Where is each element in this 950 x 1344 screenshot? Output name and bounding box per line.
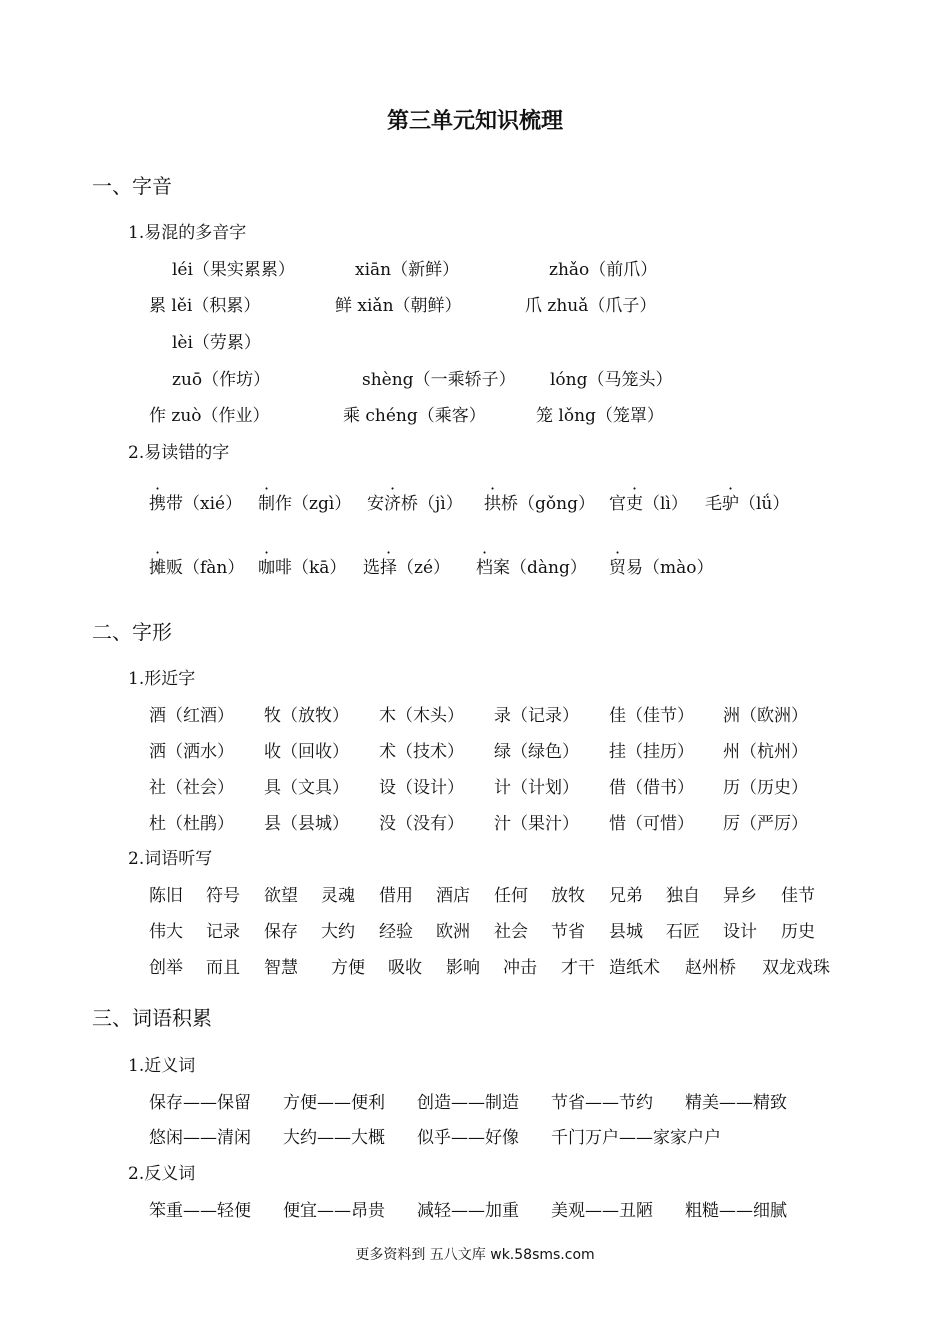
polyphonic-reading: lèi（劳累）	[172, 333, 261, 353]
antonym-pair: 减轻——加重	[417, 1201, 519, 1221]
dictation-word: 冲击	[503, 958, 537, 978]
dictation-word: 陈旧	[149, 886, 183, 906]
similar-char: 杜（杜鹃）	[149, 814, 234, 834]
dictation-word: 佳节	[781, 886, 815, 906]
dictation-word: 酒店	[436, 886, 470, 906]
dictation-word: 设计	[723, 922, 757, 942]
similar-char: 术（技术）	[379, 742, 464, 762]
dictation-word: 记录	[206, 922, 240, 942]
similar-char: 惜（可惜）	[609, 814, 694, 834]
similar-char: 县（县城）	[264, 814, 349, 834]
similar-char: 牧（放牧）	[264, 706, 349, 726]
dictation-word: 兄弟	[609, 886, 643, 906]
dictation-word: 节省	[551, 922, 585, 942]
dictation-word: 欲望	[264, 886, 298, 906]
synonym-pair: 大约——大概	[283, 1128, 385, 1148]
dictation-word: 智慧	[264, 958, 298, 978]
antonym-pair: 便宜——昂贵	[283, 1201, 385, 1221]
dictation-word: 保存	[264, 922, 298, 942]
similar-char: 厉（严厉）	[723, 814, 808, 834]
dictation-word: 灵魂	[321, 886, 355, 906]
misread-word: 拱桥（gǒng）	[484, 494, 595, 514]
misread-word: 毛驴（lǘ）	[705, 494, 790, 514]
polyphonic-reading: léi（果实累累）	[172, 260, 295, 280]
dictation-word: 历史	[781, 922, 815, 942]
dictation-word: 县城	[609, 922, 643, 942]
section-heading-glyph: 二、字形	[92, 620, 172, 644]
footer-source-note: 更多资料到 五八文库 wk.58sms.com	[355, 1247, 595, 1263]
synonym-pair: 节省——节约	[551, 1093, 653, 1113]
section-heading-vocabulary: 三、词语积累	[92, 1006, 212, 1030]
similar-char: 挂（挂历）	[609, 742, 694, 762]
subheading-dictation: 2.词语听写	[128, 849, 213, 869]
dictation-word: 造纸术	[609, 958, 660, 978]
similar-char: 绿（绿色）	[494, 742, 579, 762]
similar-char: 酒（红酒）	[149, 706, 234, 726]
dictation-word: 方便	[331, 958, 365, 978]
misread-word: 携带（xié）	[149, 494, 243, 514]
polyphonic-reading: xiān（新鲜）	[355, 260, 460, 280]
similar-char: 设（设计）	[379, 778, 464, 798]
dictation-word: 任何	[494, 886, 528, 906]
misread-word: 选择（zé）	[363, 558, 451, 578]
dictation-word: 异乡	[723, 886, 757, 906]
dictation-word: 赵州桥	[685, 958, 736, 978]
polyphonic-reading: 乘 chéng（乘客）	[343, 406, 486, 426]
similar-char: 社（社会）	[149, 778, 234, 798]
dictation-word: 独自	[666, 886, 700, 906]
synonym-pair: 精美——精致	[685, 1093, 787, 1113]
polyphonic-reading: zuō（作坊）	[172, 370, 271, 390]
subheading-antonyms: 2.反义词	[128, 1164, 196, 1184]
similar-char: 具（文具）	[264, 778, 349, 798]
polyphonic-reading: 作 zuò（作业）	[149, 406, 270, 426]
dictation-word: 创举	[149, 958, 183, 978]
dictation-word: 经验	[379, 922, 413, 942]
antonym-pair: 粗糙——细腻	[685, 1201, 787, 1221]
dictation-word: 放牧	[551, 886, 585, 906]
synonym-pair: 创造——制造	[417, 1093, 519, 1113]
similar-char: 没（没有）	[379, 814, 464, 834]
synonym-pair: 保存——保留	[149, 1093, 251, 1113]
misread-word: 咖啡（kā）	[258, 558, 347, 578]
similar-char: 计（计划）	[494, 778, 579, 798]
page-title: 第三单元知识梳理	[386, 109, 563, 134]
antonym-pair: 美观——丑陋	[551, 1201, 653, 1221]
misread-word: 安济桥（jì）	[367, 494, 463, 514]
dictation-word: 伟大	[149, 922, 183, 942]
dictation-word: 石匠	[666, 922, 700, 942]
polyphonic-reading: 爪 zhuǎ（爪子）	[525, 296, 657, 316]
similar-char: 洲（欧洲）	[723, 706, 808, 726]
similar-char: 录（记录）	[494, 706, 579, 726]
synonym-pair: 方便——便利	[283, 1093, 385, 1113]
polyphonic-reading: 累 lěi（积累）	[149, 296, 261, 316]
misread-word: 档案（dàng）	[476, 558, 587, 578]
similar-char: 汁（果汁）	[494, 814, 579, 834]
similar-char: 木（木头）	[379, 706, 464, 726]
polyphonic-reading: 鲜 xiǎn（朝鲜）	[335, 296, 462, 316]
synonym-pair: 似乎——好像	[417, 1128, 519, 1148]
polyphonic-reading: 笼 lǒng（笼罩）	[536, 406, 664, 426]
similar-char: 历（历史）	[723, 778, 808, 798]
misread-word: 官吏（lì）	[609, 494, 688, 514]
dictation-word: 而且	[206, 958, 240, 978]
dictation-word: 吸收	[388, 958, 422, 978]
similar-char: 州（杭州）	[723, 742, 808, 762]
subheading-polyphonic: 1.易混的多音字	[128, 223, 247, 243]
misread-word: 摊贩（fàn）	[149, 558, 245, 578]
dictation-word: 欧洲	[436, 922, 470, 942]
dictation-word: 双龙戏珠	[762, 958, 830, 978]
subheading-misread: 2.易读错的字	[128, 443, 230, 463]
polyphonic-reading: zhǎo（前爪）	[549, 260, 658, 280]
dictation-word: 借用	[379, 886, 413, 906]
misread-word: 贸易（mào）	[609, 558, 714, 578]
similar-char: 洒（洒水）	[149, 742, 234, 762]
dictation-word: 影响	[446, 958, 480, 978]
subheading-synonyms: 1.近义词	[128, 1056, 196, 1076]
polyphonic-reading: lóng（马笼头）	[550, 370, 673, 390]
synonym-pair: 悠闲——清闲	[149, 1128, 251, 1148]
antonym-pair: 笨重——轻便	[149, 1201, 251, 1221]
misread-word: 制作（zgì）	[258, 494, 352, 514]
similar-char: 借（借书）	[609, 778, 694, 798]
similar-char: 佳（佳节）	[609, 706, 694, 726]
similar-char: 收（回收）	[264, 742, 349, 762]
dictation-word: 才干	[561, 958, 595, 978]
dictation-word: 大约	[321, 922, 355, 942]
section-heading-pronunciation: 一、字音	[92, 174, 172, 198]
synonym-pair: 千门万户——家家户户	[551, 1128, 721, 1148]
polyphonic-reading: shèng（一乘轿子）	[362, 370, 516, 390]
dictation-word: 社会	[494, 922, 528, 942]
dictation-word: 符号	[206, 886, 240, 906]
subheading-similar-chars: 1.形近字	[128, 669, 196, 689]
